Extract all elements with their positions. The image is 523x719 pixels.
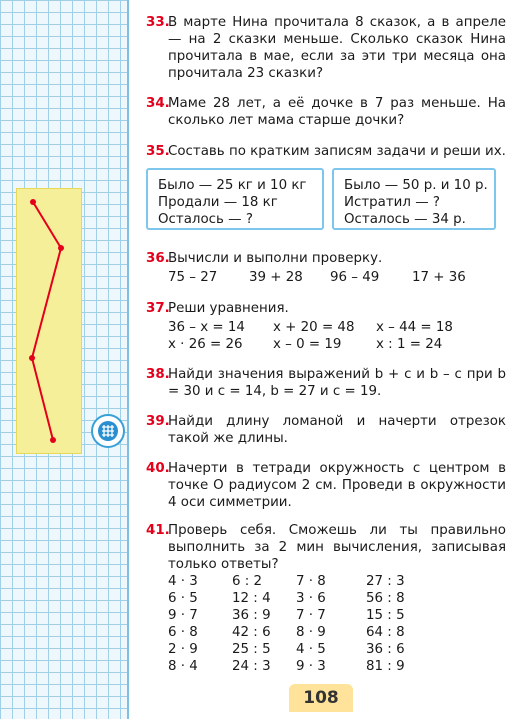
task-text: Найди длину ломаной и начерти отрезок такой же длины. [168, 414, 506, 446]
drill-expression: 6 · 5 [168, 591, 198, 606]
equation: x – 0 = 19 [273, 337, 342, 352]
drill-expression: 7 · 7 [296, 608, 326, 623]
task-text: Вычисли и выполни проверку. [168, 251, 383, 266]
t41-expressions [168, 574, 468, 676]
grid-icon-glyph [98, 421, 118, 441]
task-text: Реши уравнения. [168, 301, 289, 316]
record-line: Истратил — ? [344, 195, 440, 210]
drill-expression: 24 : 3 [232, 659, 271, 674]
drill-expression: 27 : 3 [366, 574, 405, 589]
expression: 75 – 27 [168, 270, 218, 285]
record-line: Было — 25 кг и 10 кг [158, 178, 307, 193]
task-text: Начерти в тетради окружность с центром в точке О радиусом 2 см. Проведи в окружности 4 оси симметрии. [168, 461, 506, 510]
drill-expression: 4 · 5 [296, 642, 326, 657]
expression: 17 + 36 [412, 270, 466, 285]
expression: 96 – 49 [330, 270, 380, 285]
t37-equations [168, 320, 488, 356]
drill-expression: 15 : 5 [366, 608, 405, 623]
broken-line-vertex [29, 355, 35, 361]
task-number: 41. [146, 523, 170, 538]
task-39 [146, 413, 506, 447]
task-33 [146, 14, 506, 82]
drill-expression: 7 · 8 [296, 574, 326, 589]
t36-expressions [168, 270, 488, 288]
grid-icon-inner [98, 421, 118, 441]
task-text: Проверь себя. Сможешь ли ты правильно выполнить за 2 мин вычисления, записывая только ответы? [168, 523, 506, 572]
task-text: В марте Нина прочитала 8 сказок, а в апреле — на 2 сказки меньше. Сколько сказок Нина прочитала в мае, если за эти три месяца она прочитала 23 сказки? [168, 15, 506, 81]
drill-expression: 8 · 4 [168, 659, 198, 674]
drill-expression: 2 · 9 [168, 642, 198, 657]
drill-expression: 6 · 8 [168, 625, 198, 640]
task-41 [146, 522, 506, 573]
record-box-2 [332, 168, 496, 230]
task-number: 40. [146, 461, 170, 476]
task-number: 37. [146, 301, 170, 316]
expression: 39 + 28 [249, 270, 303, 285]
record-line: Было — 50 р. и 10 р. [344, 178, 488, 193]
drill-expression: 8 · 9 [296, 625, 326, 640]
task-text: Маме 28 лет, а её дочке в 7 раз меньше. На сколько лет мама старше дочки? [168, 96, 506, 128]
broken-line-vertex [58, 245, 64, 251]
drill-expression: 3 · 6 [296, 591, 326, 606]
equation: x – 44 = 18 [376, 320, 453, 335]
drill-expression: 25 : 5 [232, 642, 271, 657]
broken-line-vertex [50, 437, 56, 443]
drill-expression: 9 · 7 [168, 608, 198, 623]
page-number: 108 [289, 684, 353, 712]
task-number: 33. [146, 15, 170, 30]
task-36 [146, 250, 506, 267]
equation: x : 1 = 24 [376, 337, 443, 352]
drill-expression: 56 : 8 [366, 591, 405, 606]
task-number: 34. [146, 96, 170, 111]
drill-expression: 36 : 9 [232, 608, 271, 623]
record-box-1 [146, 168, 324, 230]
equation: x + 20 = 48 [273, 320, 355, 335]
task-37 [146, 300, 506, 317]
broken-line-figure [16, 188, 80, 452]
drill-expression: 9 · 3 [296, 659, 326, 674]
task-38 [146, 366, 506, 400]
task-40 [146, 460, 506, 511]
task-number: 39. [146, 414, 170, 429]
margin-divider [127, 0, 129, 719]
grid-icon [91, 414, 125, 448]
broken-line-vertex [30, 199, 36, 205]
drill-expression: 12 : 4 [232, 591, 271, 606]
task-35 [146, 143, 506, 160]
record-line: Осталось — ? [158, 212, 253, 227]
drill-expression: 81 : 9 [366, 659, 405, 674]
drill-expression: 42 : 6 [232, 625, 271, 640]
task-number: 38. [146, 367, 170, 382]
short-records [146, 168, 506, 230]
task-text: Найди значения выражений b + c и b – c при b = 30 и c = 14, b = 27 и c = 19. [168, 367, 506, 399]
record-line: Осталось — 34 р. [344, 212, 466, 227]
drill-expression: 4 · 3 [168, 574, 198, 589]
record-line: Продали — 18 кг [158, 195, 278, 210]
drill-expression: 64 : 8 [366, 625, 405, 640]
broken-line [32, 202, 61, 440]
task-34 [146, 95, 506, 129]
drill-expression: 36 : 6 [366, 642, 405, 657]
task-text: Составь по кратким записям задачи и реши их. [168, 144, 506, 159]
equation: x · 26 = 26 [168, 337, 243, 352]
task-number: 35. [146, 144, 170, 159]
equation: 36 – x = 14 [168, 320, 245, 335]
task-number: 36. [146, 251, 170, 266]
drill-expression: 6 : 2 [232, 574, 263, 589]
